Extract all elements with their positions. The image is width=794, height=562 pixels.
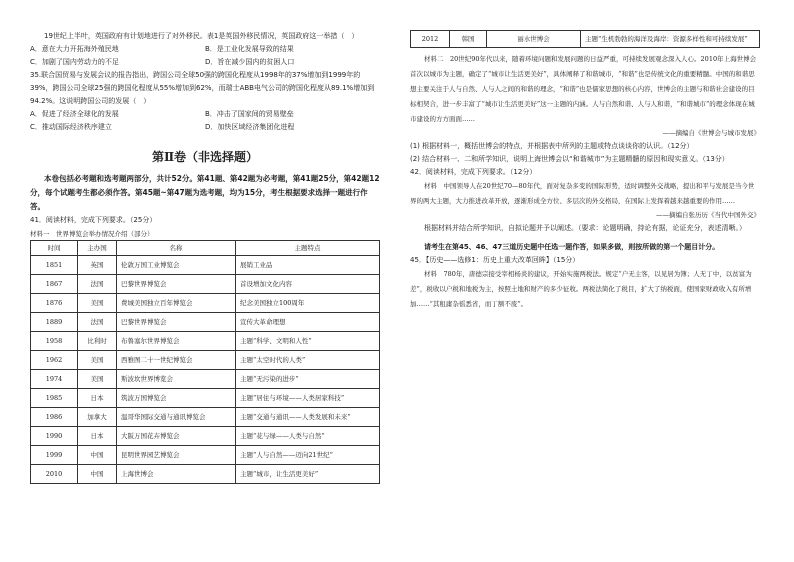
cell-host: 日本 bbox=[78, 389, 117, 408]
cell-host: 中国 bbox=[78, 465, 117, 484]
cell-year: 1876 bbox=[31, 294, 78, 313]
q34-options bbox=[30, 43, 380, 69]
material-42: 材料 中国领导人在20世纪70—80年代，面对复杂多变的国际形势，适时调整外交战略，提出和平与发展是当今世界的两大主题，大力推进改革开放，逐渐形成全方位、多层次的外交格局，在国际上发挥着越来越重要的作用…… bbox=[410, 182, 755, 205]
cell-name: 布鲁塞尔世界博览会 bbox=[117, 332, 236, 351]
table-row bbox=[411, 31, 760, 48]
cell-theme: 主题“交通与通讯——人类发展和未来” bbox=[236, 408, 380, 427]
q34-option-c: C．加剧了国内劳动力的不足 bbox=[30, 58, 119, 66]
q42-head: 42．阅读材料，完成下列要求。（12分） bbox=[410, 168, 537, 176]
cell-host: 加拿大 bbox=[78, 408, 117, 427]
cell-theme: 纪念美国独立100周年 bbox=[236, 294, 380, 313]
cell-name: 西雅图二十一世纪博览会 bbox=[117, 351, 236, 370]
expo-table-continued bbox=[410, 30, 760, 48]
cell-year: 2010 bbox=[31, 465, 78, 484]
q35-stem: 35.联合国贸易与发展会议的报告指出，跨国公司全球50强的跨国化程度从1998年的37%增加到1999年的39%，跨国公司全球25强的跨国化程度从55%增加到62%，而瑞士ABB电气公司的跨国化程度从89.1%增加到94.2%。这说明跨国公司的发展（ ） bbox=[30, 71, 375, 105]
q35-option-d: D．加快区域经济集团化进程 bbox=[205, 123, 295, 131]
cell-name: 筑波万国博览会 bbox=[117, 389, 236, 408]
cell-year: 1986 bbox=[31, 408, 78, 427]
q34-option-d: D．旨在减少国内的贫困人口 bbox=[205, 58, 295, 66]
table-row bbox=[31, 351, 380, 370]
cell-year: 1974 bbox=[31, 370, 78, 389]
cell-name: 费城美国独立百年博览会 bbox=[117, 294, 236, 313]
header-host: 主办国 bbox=[78, 241, 117, 256]
cell-year: 1851 bbox=[31, 256, 78, 275]
cell-theme: 首设增加文化内容 bbox=[236, 275, 380, 294]
cell-year: 1889 bbox=[31, 313, 78, 332]
q34-option-a: A．意在大力开拓海外殖民地 bbox=[30, 45, 119, 53]
material-2: 材料二 20世纪90年代以来，随着环境问题和发展问题的日益严重，可持续发展观念深入人心。2010年上海世博会首次以城市为主题，确定了“城市让生活更美好”，具体阐释了和谐城市，“和谐”也是传统文化的重要精髓。中国的和谐思想主要关注于人与自然、人与人之间的和谐的理念，“和谐”也是儒家思想的核心内容，世博会的主题与和谐社会建设的目标相契合，进一步丰富了“城市让生活更美好”这一主题的内涵。人与自然和谐、人与人和谐，“和谐城市”的理念体现在城市建设的方方面面…… bbox=[410, 55, 757, 123]
header-name: 名称 bbox=[117, 241, 236, 256]
cell-host: 中国 bbox=[78, 446, 117, 465]
cell-host: 韩国 bbox=[450, 31, 487, 48]
instructions: 本卷包括必考题和选考题两部分，共计52分。第41题、第42题为必考题，第41题25分，第42题12分，每个试题考生都必须作答。第45题~第47题为选考题，均为15分，考生根据要求选择一题进行作答。 bbox=[30, 174, 380, 211]
table-row bbox=[31, 427, 380, 446]
expo-table bbox=[30, 240, 380, 484]
table-row bbox=[31, 465, 380, 484]
cell-year: 1990 bbox=[31, 427, 78, 446]
choose-note: 请考生在第45、46、47三道历史题中任选一题作答，如果多做，则按所做的第一个题目计分。 bbox=[424, 243, 720, 251]
cell-name: 伦敦万国工业博览会 bbox=[117, 256, 236, 275]
cell-name: 巴黎世界博览会 bbox=[117, 275, 236, 294]
header-time: 时间 bbox=[31, 241, 78, 256]
q35-option-a: A．促进了经济全球化的发展 bbox=[30, 110, 119, 118]
q42-requirement: 根据材料并结合所学知识，自拟论题并予以阐述。（要求：论题明确，持论有据，论证充分，表述清晰。） bbox=[424, 224, 746, 232]
table-caption: 材料一 世界博览会举办情况介绍（部分） bbox=[30, 230, 154, 238]
cell-year: 1867 bbox=[31, 275, 78, 294]
cell-host: 美国 bbox=[78, 370, 117, 389]
cell-year: 1958 bbox=[31, 332, 78, 351]
cell-name: 大阪万国花卉博览会 bbox=[117, 427, 236, 446]
table-row bbox=[31, 408, 380, 427]
section-title: 第Ⅱ卷（非选择题） bbox=[151, 150, 259, 164]
q34-option-b: B．是工业化发展导致的结果 bbox=[205, 45, 294, 53]
cell-host: 美国 bbox=[78, 351, 117, 370]
cell-name: 昆明世界园艺博览会 bbox=[117, 446, 236, 465]
cell-theme: 展销工业品 bbox=[236, 256, 380, 275]
table-row bbox=[31, 256, 380, 275]
q35-option-b: B．冲击了国家间的贸易壁垒 bbox=[205, 110, 294, 118]
cell-year: 1985 bbox=[31, 389, 78, 408]
cell-theme: 主题“生机勃勃的海洋及海岸：资源多样性和可持续发展” bbox=[581, 31, 760, 48]
cell-host: 法国 bbox=[78, 313, 117, 332]
table-row bbox=[31, 446, 380, 465]
cell-name: 温哥华国际交通与通讯博览会 bbox=[117, 408, 236, 427]
material-2-source: ——摘编自《世博会与城市发展》 bbox=[662, 129, 760, 137]
cell-host: 法国 bbox=[78, 275, 117, 294]
cell-name: 巴黎世界博览会 bbox=[117, 313, 236, 332]
table-row bbox=[31, 294, 380, 313]
table-header-row bbox=[31, 241, 380, 256]
cell-host: 比利时 bbox=[78, 332, 117, 351]
header-theme: 主题特点 bbox=[236, 241, 380, 256]
cell-year: 1962 bbox=[31, 351, 78, 370]
cell-theme: 主题“花与绿——人类与自然” bbox=[236, 427, 380, 446]
cell-theme: 主题“太空时代的人类” bbox=[236, 351, 380, 370]
cell-host: 日本 bbox=[78, 427, 117, 446]
table-row bbox=[31, 370, 380, 389]
cell-name: 丽水世博会 bbox=[487, 31, 581, 48]
cell-year: 1999 bbox=[31, 446, 78, 465]
table-row bbox=[31, 313, 380, 332]
table-row bbox=[31, 389, 380, 408]
cell-host: 美国 bbox=[78, 294, 117, 313]
cell-name: 斯波坎世界博览会 bbox=[117, 370, 236, 389]
q34-stem: 19世纪上半叶，英国政府有计划地进行了对外移民。表1是英国外移民情况，英国政府这一举措（ ） bbox=[44, 32, 359, 40]
q41-requirement-1: (1) 根据材料一，概括世博会的特点，并根据表中所列的主题或特点谈谈你的认识。（12分） bbox=[410, 142, 694, 150]
cell-theme: 主题“城市，让生活更美好” bbox=[236, 465, 380, 484]
q41-head: 41．阅读材料，完成下列要求。（25分） bbox=[30, 216, 157, 224]
cell-theme: 主题“居住与环境——人类居家科技” bbox=[236, 389, 380, 408]
cell-theme: 宣传大革命理想 bbox=[236, 313, 380, 332]
q35-option-c: C．推动国际经济秩序建立 bbox=[30, 123, 112, 131]
table-row bbox=[31, 275, 380, 294]
left-column bbox=[30, 0, 380, 484]
cell-theme: 主题“科学、文明和人性” bbox=[236, 332, 380, 351]
q41-requirement-2: (2) 结合材料一、二和所学知识，说明上海世博会以“和谐城市”为主题精髓的原因和现实意义。（13分） bbox=[410, 155, 729, 163]
right-column bbox=[410, 0, 760, 312]
material-42-source: ——摘编自张历历《当代中国外交》 bbox=[656, 211, 760, 219]
cell-year: 2012 bbox=[411, 31, 450, 48]
cell-theme: 主题“无污染的进步” bbox=[236, 370, 380, 389]
cell-name: 上海世博会 bbox=[117, 465, 236, 484]
table-row bbox=[31, 332, 380, 351]
cell-host: 英国 bbox=[78, 256, 117, 275]
q45-material: 材料 780年，唐德宗接受宰相杨炎的建议，开始实施两税法。规定“户无主客，以见居为簿；人无丁中，以贫富为差”，税收以户税和地税为主，按照土地和财产的多少征收。两税法简化了税目，扩大了纳税面，使国家财政收入有所增加……“其租庸杂徭悉省，而丁额不废”。 bbox=[410, 270, 752, 308]
q45-head: 45．【历史——选修1：历史上重大改革回眸】（15分） bbox=[410, 256, 580, 264]
q35-options bbox=[30, 108, 380, 134]
cell-theme: 主题“人与自然——迈向21世纪” bbox=[236, 446, 380, 465]
